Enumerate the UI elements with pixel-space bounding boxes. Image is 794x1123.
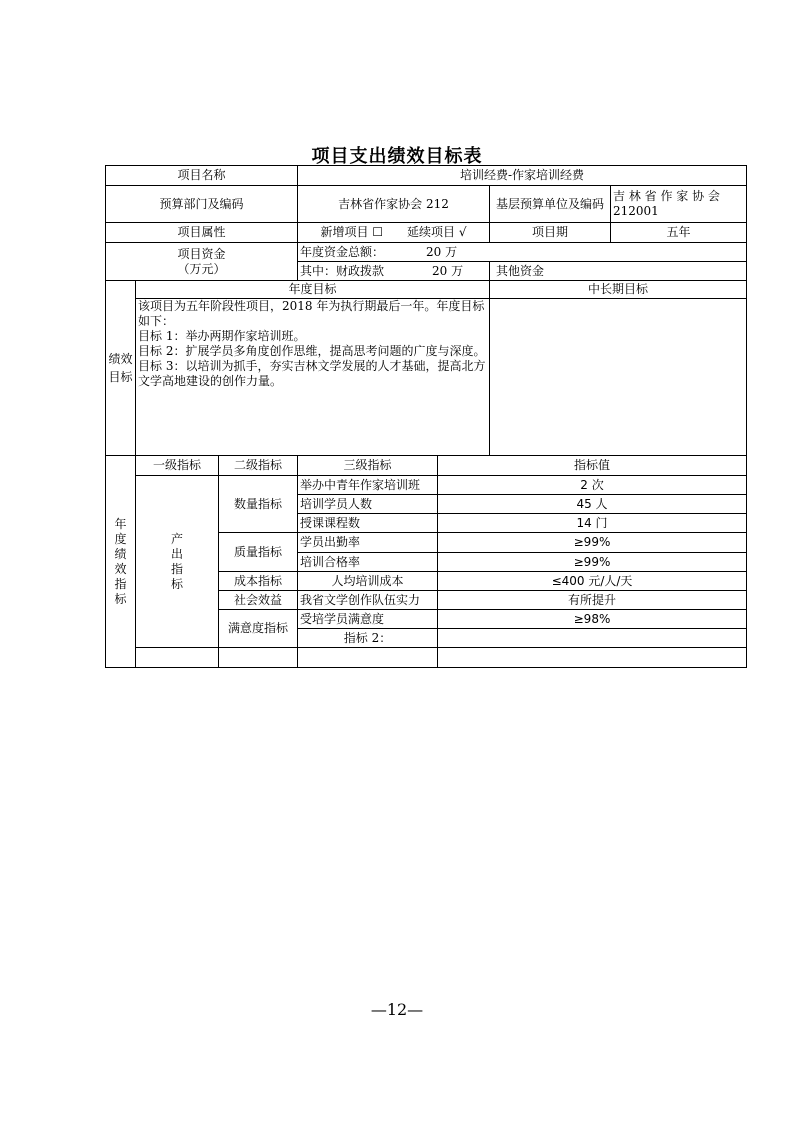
indicator-name: 学员出勤率 <box>298 533 438 553</box>
annual-goal-line: 目标 2：扩展学员多角度创作思维，提高思考问题的广度与深度。 <box>138 344 486 358</box>
indicator-value: 45 人 <box>438 495 747 514</box>
indicator-value: 14 门 <box>438 514 747 533</box>
attr-value: 新增项目 ☐ 延续项目 √ <box>298 223 490 243</box>
longterm-goal-header: 中长期目标 <box>490 281 747 299</box>
annual-goal-text <box>136 299 490 456</box>
longterm-goal-text <box>490 299 747 456</box>
indicator-name: 人均培训成本 <box>298 572 438 591</box>
indicator-value <box>438 629 747 648</box>
indicators-side-label: 年度绩效指标 <box>106 456 136 668</box>
indicator-value: 2 次 <box>438 476 747 495</box>
fund-label-line1: 项目资金 <box>177 246 226 261</box>
header-level3: 三级指标 <box>298 456 438 476</box>
page-title: 项目支出绩效目标表 <box>311 146 483 167</box>
indicator-value: ≥98% <box>438 610 747 629</box>
indicator-name: 授课课程数 <box>298 514 438 533</box>
indicator-value: ≥99% <box>438 533 747 553</box>
empty-cell <box>219 648 298 668</box>
satisfaction-label: 满意度指标 <box>219 610 298 648</box>
level1-output: 产出指标 <box>136 476 219 648</box>
fund-label <box>106 243 298 281</box>
indicator-name: 举办中青年作家培训班 <box>298 476 438 495</box>
cost-label: 成本指标 <box>219 572 298 591</box>
base-unit-label: 基层预算单位及编码 <box>490 186 611 223</box>
attr-label: 项目属性 <box>106 223 298 243</box>
indicator-value: ≤400 元/人/天 <box>438 572 747 591</box>
project-name-label: 项目名称 <box>106 166 298 186</box>
annual-goal-line: 该项目为五年阶段性项目，2018 年为执行期最后一年。年度目标如下： <box>138 299 485 328</box>
annual-goal-line: 目标 1：举办两期作家培训班。 <box>138 329 306 343</box>
performance-target-table <box>105 165 747 668</box>
fund-label-line2: （万元） <box>177 261 226 276</box>
page-number: —12— <box>370 1000 424 1019</box>
header-level2: 二级指标 <box>219 456 298 476</box>
dept-label: 预算部门及编码 <box>106 186 298 223</box>
indicator-name: 指标 2： <box>298 629 438 648</box>
project-name-value: 培训经费-作家培训经费 <box>298 166 747 186</box>
period-value: 五年 <box>611 223 747 243</box>
quantity-label: 数量指标 <box>219 476 298 533</box>
empty-cell <box>298 648 438 668</box>
indicator-name: 培训合格率 <box>298 553 438 572</box>
empty-cell <box>438 648 747 668</box>
fund-other: 其他资金 <box>490 262 747 281</box>
empty-cell <box>136 648 219 668</box>
header-level1: 一级指标 <box>136 456 219 476</box>
indicator-name: 我省文学创作队伍实力 <box>298 591 438 610</box>
indicator-value: ≥99% <box>438 553 747 572</box>
social-label: 社会效益 <box>219 591 298 610</box>
fund-total: 年度资金总额： 20 万 <box>298 243 747 262</box>
quality-label: 质量指标 <box>219 533 298 572</box>
indicator-name: 受培学员满意度 <box>298 610 438 629</box>
goals-side-label: 绩效目标 <box>106 281 136 456</box>
annual-goal-header: 年度目标 <box>136 281 490 299</box>
base-unit-value: 吉 林 省 作 家 协 会 212001 <box>611 186 747 223</box>
annual-goal-line: 目标 3：以培训为抓手，夯实吉林文学发展的人才基础，提高北方文学高地建设的创作力量。 <box>138 359 486 388</box>
indicator-value: 有所提升 <box>438 591 747 610</box>
period-label: 项目期 <box>490 223 611 243</box>
fund-fiscal: 其中：财政拨款 20 万 <box>298 262 490 281</box>
dept-value: 吉林省作家协会 212 <box>298 186 490 223</box>
header-value: 指标值 <box>438 456 747 476</box>
indicator-name: 培训学员人数 <box>298 495 438 514</box>
